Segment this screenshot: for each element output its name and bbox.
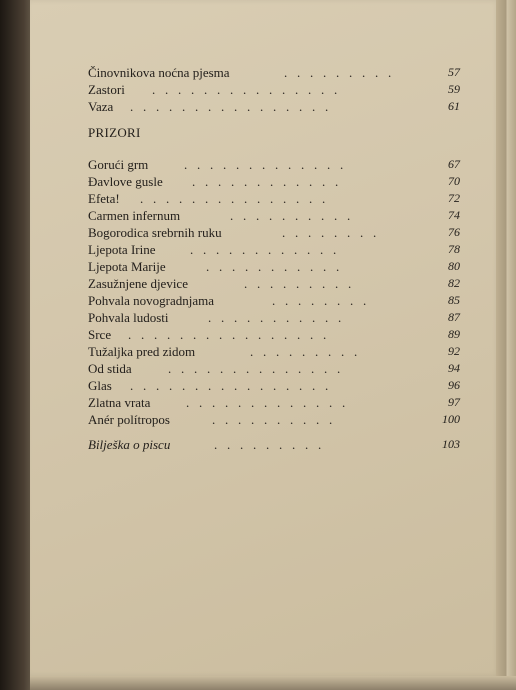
dot-leader: . . . . . . . . . [244, 276, 352, 291]
toc-entry [88, 241, 460, 258]
dot-leader: . . . . . . . . . . . . . . . [152, 82, 338, 97]
toc-entry [88, 326, 460, 343]
toc-entry-page: 82 [448, 276, 460, 290]
dot-leader: . . . . . . . . . . . . . [184, 157, 344, 172]
toc-entry-title: Bilješka o piscu [88, 437, 171, 452]
toc-entry-page: 96 [448, 378, 460, 392]
toc-entry-title: Carmen infernum [88, 208, 181, 223]
dot-leader: . . . . . . . . . . . [208, 310, 342, 325]
toc-entry [88, 173, 460, 190]
dot-leader: . . . . . . . . . . [230, 208, 351, 223]
toc-entry [88, 411, 460, 428]
toc-entry [88, 98, 460, 115]
dot-leader: . . . . . . . . . . . [206, 259, 340, 274]
dot-leader: . . . . . . . . . . . . . . . . [128, 327, 327, 342]
toc-entry-title: Srce [88, 327, 112, 342]
toc-entry-page: 57 [448, 65, 460, 79]
toc-entry [88, 292, 460, 309]
toc-entry-page: 67 [448, 157, 460, 171]
book-gutter-shadow [0, 0, 34, 690]
toc-entry [88, 436, 460, 453]
toc-entry-page: 72 [448, 191, 460, 205]
dot-leader: . . . . . . . . . . . . . [186, 395, 346, 410]
toc-entry [88, 156, 460, 173]
toc-entry-page: 85 [448, 293, 460, 307]
toc-entry [88, 207, 460, 224]
toc-entry-title: Anér polítropos [88, 412, 170, 427]
dot-leader: . . . . . . . . . . [212, 412, 333, 427]
dot-leader: . . . . . . . . [272, 293, 367, 308]
toc-entry-title: Ljepota Irine [88, 242, 156, 257]
page-edge [496, 0, 516, 676]
toc-entry [88, 64, 460, 81]
toc-entry-title: Vaza [88, 99, 114, 114]
toc-entry [88, 190, 460, 207]
dot-leader: . . . . . . . . . . . . . . [168, 361, 341, 376]
toc-entry-page: 61 [448, 99, 460, 113]
toc-entry-page: 78 [448, 242, 460, 256]
toc-entry [88, 377, 460, 394]
toc-entry-title: Ljepota Marije [88, 259, 166, 274]
dot-leader: . . . . . . . . . . . . . . . . [130, 378, 329, 393]
toc-entry-title: Efeta! [88, 191, 120, 206]
toc-entry [88, 309, 460, 326]
book-page [30, 0, 500, 676]
page-bottom-edge [30, 676, 516, 690]
toc-entry-page: 97 [448, 395, 460, 409]
toc-entry-page: 80 [448, 259, 460, 273]
toc-entry-title: Od stida [88, 361, 132, 376]
toc-entry [88, 275, 460, 292]
dot-leader: . . . . . . . . . [284, 65, 392, 80]
dot-leader: . . . . . . . . . . . . [192, 174, 339, 189]
dot-leader: . . . . . . . . . [250, 344, 358, 359]
table-of-contents [30, 0, 500, 676]
toc-entry [88, 258, 460, 275]
toc-entry-page: 94 [448, 361, 460, 375]
toc-entry [88, 343, 460, 360]
toc-entry-page: 70 [448, 174, 460, 188]
section-heading: PRIZORI [88, 125, 141, 140]
toc-entry-title: Zastori [88, 82, 125, 97]
dot-leader: . . . . . . . . . . . . . . . . [130, 99, 329, 114]
toc-entry-title: Zlatna vrata [88, 395, 151, 410]
toc-entry-title: Đavlove gusle [88, 174, 163, 189]
dot-leader: . . . . . . . . [282, 225, 377, 240]
toc-entry-title: Pohvala novogradnjama [88, 293, 214, 308]
toc-entry-page: 100 [442, 412, 460, 426]
toc-entry-title: Tužaljka pred zidom [88, 344, 196, 359]
toc-entry [88, 81, 460, 98]
toc-entry-title: Pohvala ludosti [88, 310, 169, 325]
dot-leader: . . . . . . . . . . . . . . . [140, 191, 326, 206]
toc-entry-title: Glas [88, 378, 112, 393]
toc-entry [88, 360, 460, 377]
toc-entry [88, 394, 460, 411]
toc-entry-title: Činovnikova noćna pjesma [88, 65, 230, 80]
dot-leader: . . . . . . . . . [214, 437, 322, 452]
toc-entry-page: 92 [448, 344, 460, 358]
toc-entry [88, 224, 460, 241]
toc-entry-page: 74 [448, 208, 460, 222]
toc-entry-page: 76 [448, 225, 460, 239]
toc-entry-page: 103 [442, 437, 460, 451]
toc-entry-title: Gorući grm [88, 157, 149, 172]
dot-leader: . . . . . . . . . . . . [190, 242, 337, 257]
toc-entry-page: 87 [448, 310, 460, 324]
toc-entry-title: Bogorodica srebrnih ruku [88, 225, 222, 240]
toc-entry-title: Zasužnjene djevice [88, 276, 188, 291]
toc-entry-page: 89 [448, 327, 460, 341]
toc-entry-page: 59 [448, 82, 460, 96]
